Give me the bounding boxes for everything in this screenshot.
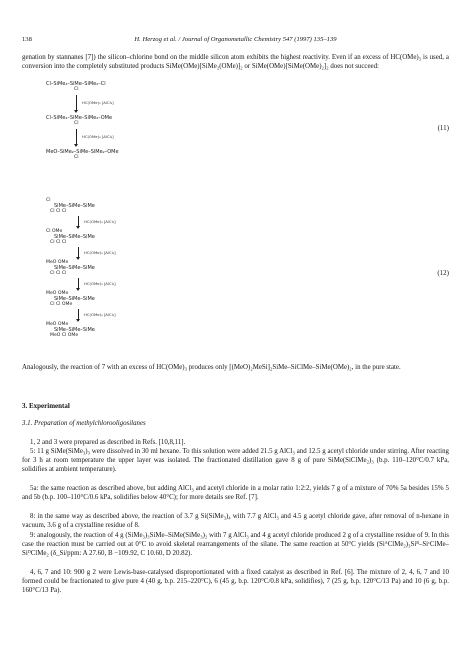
scheme11-condition-1: HC(OMe)₃ [AlCl₃]	[82, 100, 114, 105]
scheme12-trisilane-2: SiMe–SiMe–SiMe	[54, 234, 95, 240]
experimental-paragraph: 5: 11 g SiMe(SiMe₃)₃ were dissolved in 30 ml hexane. To this solution were added 21.5 g AlCl₃ and 12.5 g acetyl chloride under stirring. After reacting for 3 h at room temperature the upper layer was isolated. The fractionated distillation gave 8 g of pure SiMe(SiClMe₂)₃ (b.p. 110–120°C/0.7 kPa, solidifies at ambient temperature).	[22, 448, 449, 474]
scheme12-t2-top: Cl OMe	[46, 229, 63, 234]
scheme12-t2-bottom: Cl Cl Cl	[50, 240, 67, 245]
experimental-paragraph: 9: analogously, the reaction of 4 g (SiMe₃)₃SiMe–SiMe(SiMe₃)₂ with 7 g AlCl₃ and 4 g acetyl chloride produced 2 g of a crystalline residue of 9. In this case the reaction must be carried out at 0°C to avoid skeletal rearrangements of the silane. The same reaction at 50°C yields (SiᴬClMe₂)₃Siᴮ–SiᶜClMe–SiᴰClMe₂ (δ_Si/ppm: A 27.60, B −109.92, C 10.60, D 20.82).	[22, 532, 449, 558]
scheme12-t1-top: Cl	[46, 198, 51, 203]
reaction-arrow	[78, 278, 79, 289]
scheme12-condition-1: HC(OMe)₃ [AlCl₃]	[84, 219, 116, 224]
subsection-heading: 3.1. Preparation of methylchlorooligosilanes	[22, 420, 146, 427]
page-header	[22, 36, 449, 48]
scheme12-trisilane-3: SiMe–SiMe–SiMe	[54, 265, 95, 271]
reaction-scheme-12	[46, 198, 346, 358]
equation-number-11: (11)	[437, 124, 449, 132]
scheme12-trisilane-4: SiMe–SiMe–SiMe	[54, 296, 95, 302]
scheme12-t4-bottom: Cl Cl OMe	[50, 302, 73, 307]
scheme12-t5-top: MeO OMe	[46, 322, 69, 327]
scheme12-t4-top: MeO OMe	[46, 291, 69, 296]
scheme12-trisilane-5: SiMe–SiMe–SiMe	[54, 327, 95, 333]
reaction-arrow	[78, 247, 79, 258]
scheme11-compound-3: MeO–SiMe₂–SiMe–SiMe₂–OMe	[46, 149, 119, 155]
intro-paragraph: genation by stannanes [7]) the silicon–chlorine bond on the middle silicon atom exhibits the highest reactivity. Even if an excess of HC(OMe)₃ is used, a conversion into the completely substituted products SiMe(OMe)[SiMe₂(OMe)]₂ or SiMe(OMe)[SiMe(OMe)₂]₂ does not succeed:	[22, 54, 449, 71]
scheme11-compound-1: Cl–SiMe₂–SiMe–SiMe₂–Cl	[46, 81, 106, 87]
experimental-paragraph: 5a: the same reaction as described above, but adding AlCl₃ and acetyl chloride in a molar ratio 1:2:2, yields 7 g of a mixture of 70% 5a besides 15% 5 and 5b (b.p. 100–110°C/0.6 kPa, solidifies below 40°C); for more details see Ref. [7].	[22, 485, 449, 502]
scheme11-compound-1-sub: Cl	[74, 87, 79, 92]
experimental-paragraph: 1, 2 and 3 were prepared as described in Refs. [10,8,11].	[30, 439, 186, 446]
reaction-arrow	[76, 129, 77, 145]
scheme11-compound-2: Cl–SiMe₂–SiMe–SiMe₂–OMe	[46, 115, 113, 121]
scheme12-t3-top: MeO OMe	[46, 260, 69, 265]
page-number: 138	[22, 36, 32, 43]
scheme11-condition-2: HC(OMe)₃ [AlCl₃]	[82, 134, 114, 139]
analogous-reaction-paragraph: Analogously, the reaction of 7 with an excess of HC(OMe)₃ produces only [(MeO)₂MeSi]₂SiMe–SiClMe–SiMe(OMe)₂, in the pure state.	[22, 364, 401, 371]
scheme11-compound-3-sub: Cl	[74, 155, 79, 160]
section-heading: 3. Experimental	[22, 402, 70, 410]
reaction-arrow	[78, 216, 79, 227]
scheme12-condition-2: HC(OMe)₃ [AlCl₃]	[84, 250, 116, 255]
scheme12-condition-4: HC(OMe)₃ [AlCl₃]	[84, 312, 116, 317]
scheme12-trisilane-1: SiMe–SiMe–SiMe	[54, 203, 95, 209]
equation-number-12: (12)	[437, 269, 449, 277]
reaction-arrow	[76, 95, 77, 111]
scheme11-compound-2-sub: Cl	[74, 121, 79, 126]
scheme12-t3-bottom: Cl Cl Cl	[50, 271, 67, 276]
experimental-paragraph: 4, 6, 7 and 10: 900 g 2 were Lewis-base-catalysed disproportionated with a fixed catalyst as described in Ref. [6]. The mixture of 2, 4, 6, 7 and 10 formed could be fractionated to give pure 4 (40 g, b.p. 215–220°C), 6 (45 g, b.p. 120°C/0.8 kPa, solidifies), 7 (25 g, b.p. 120°C/13 Pa) and 10 (6 g, b.p. 160°C/13 Pa).	[22, 569, 449, 595]
scheme12-t1-bottom: Cl Cl Cl	[50, 209, 67, 214]
running-head: H. Herzog et al. / Journal of Organometallic Chemistry 547 (1997) 135–139	[134, 36, 337, 43]
experimental-paragraph: 8: in the same way as described above, the reaction of 3.7 g Si(SiMe₃)₄ with 7.7 g AlCl₃ and 4.5 g acetyl chloride gave, after removal of n-hexane in vacuum, 3.6 g of a crystalline residue of 8.	[22, 513, 449, 530]
scheme12-t5-bottom: MeO Cl OMe	[50, 333, 79, 338]
scheme12-condition-3: HC(OMe)₃ [AlCl₃]	[84, 281, 116, 286]
reaction-arrow	[78, 309, 79, 320]
reaction-scheme-11	[46, 81, 346, 181]
